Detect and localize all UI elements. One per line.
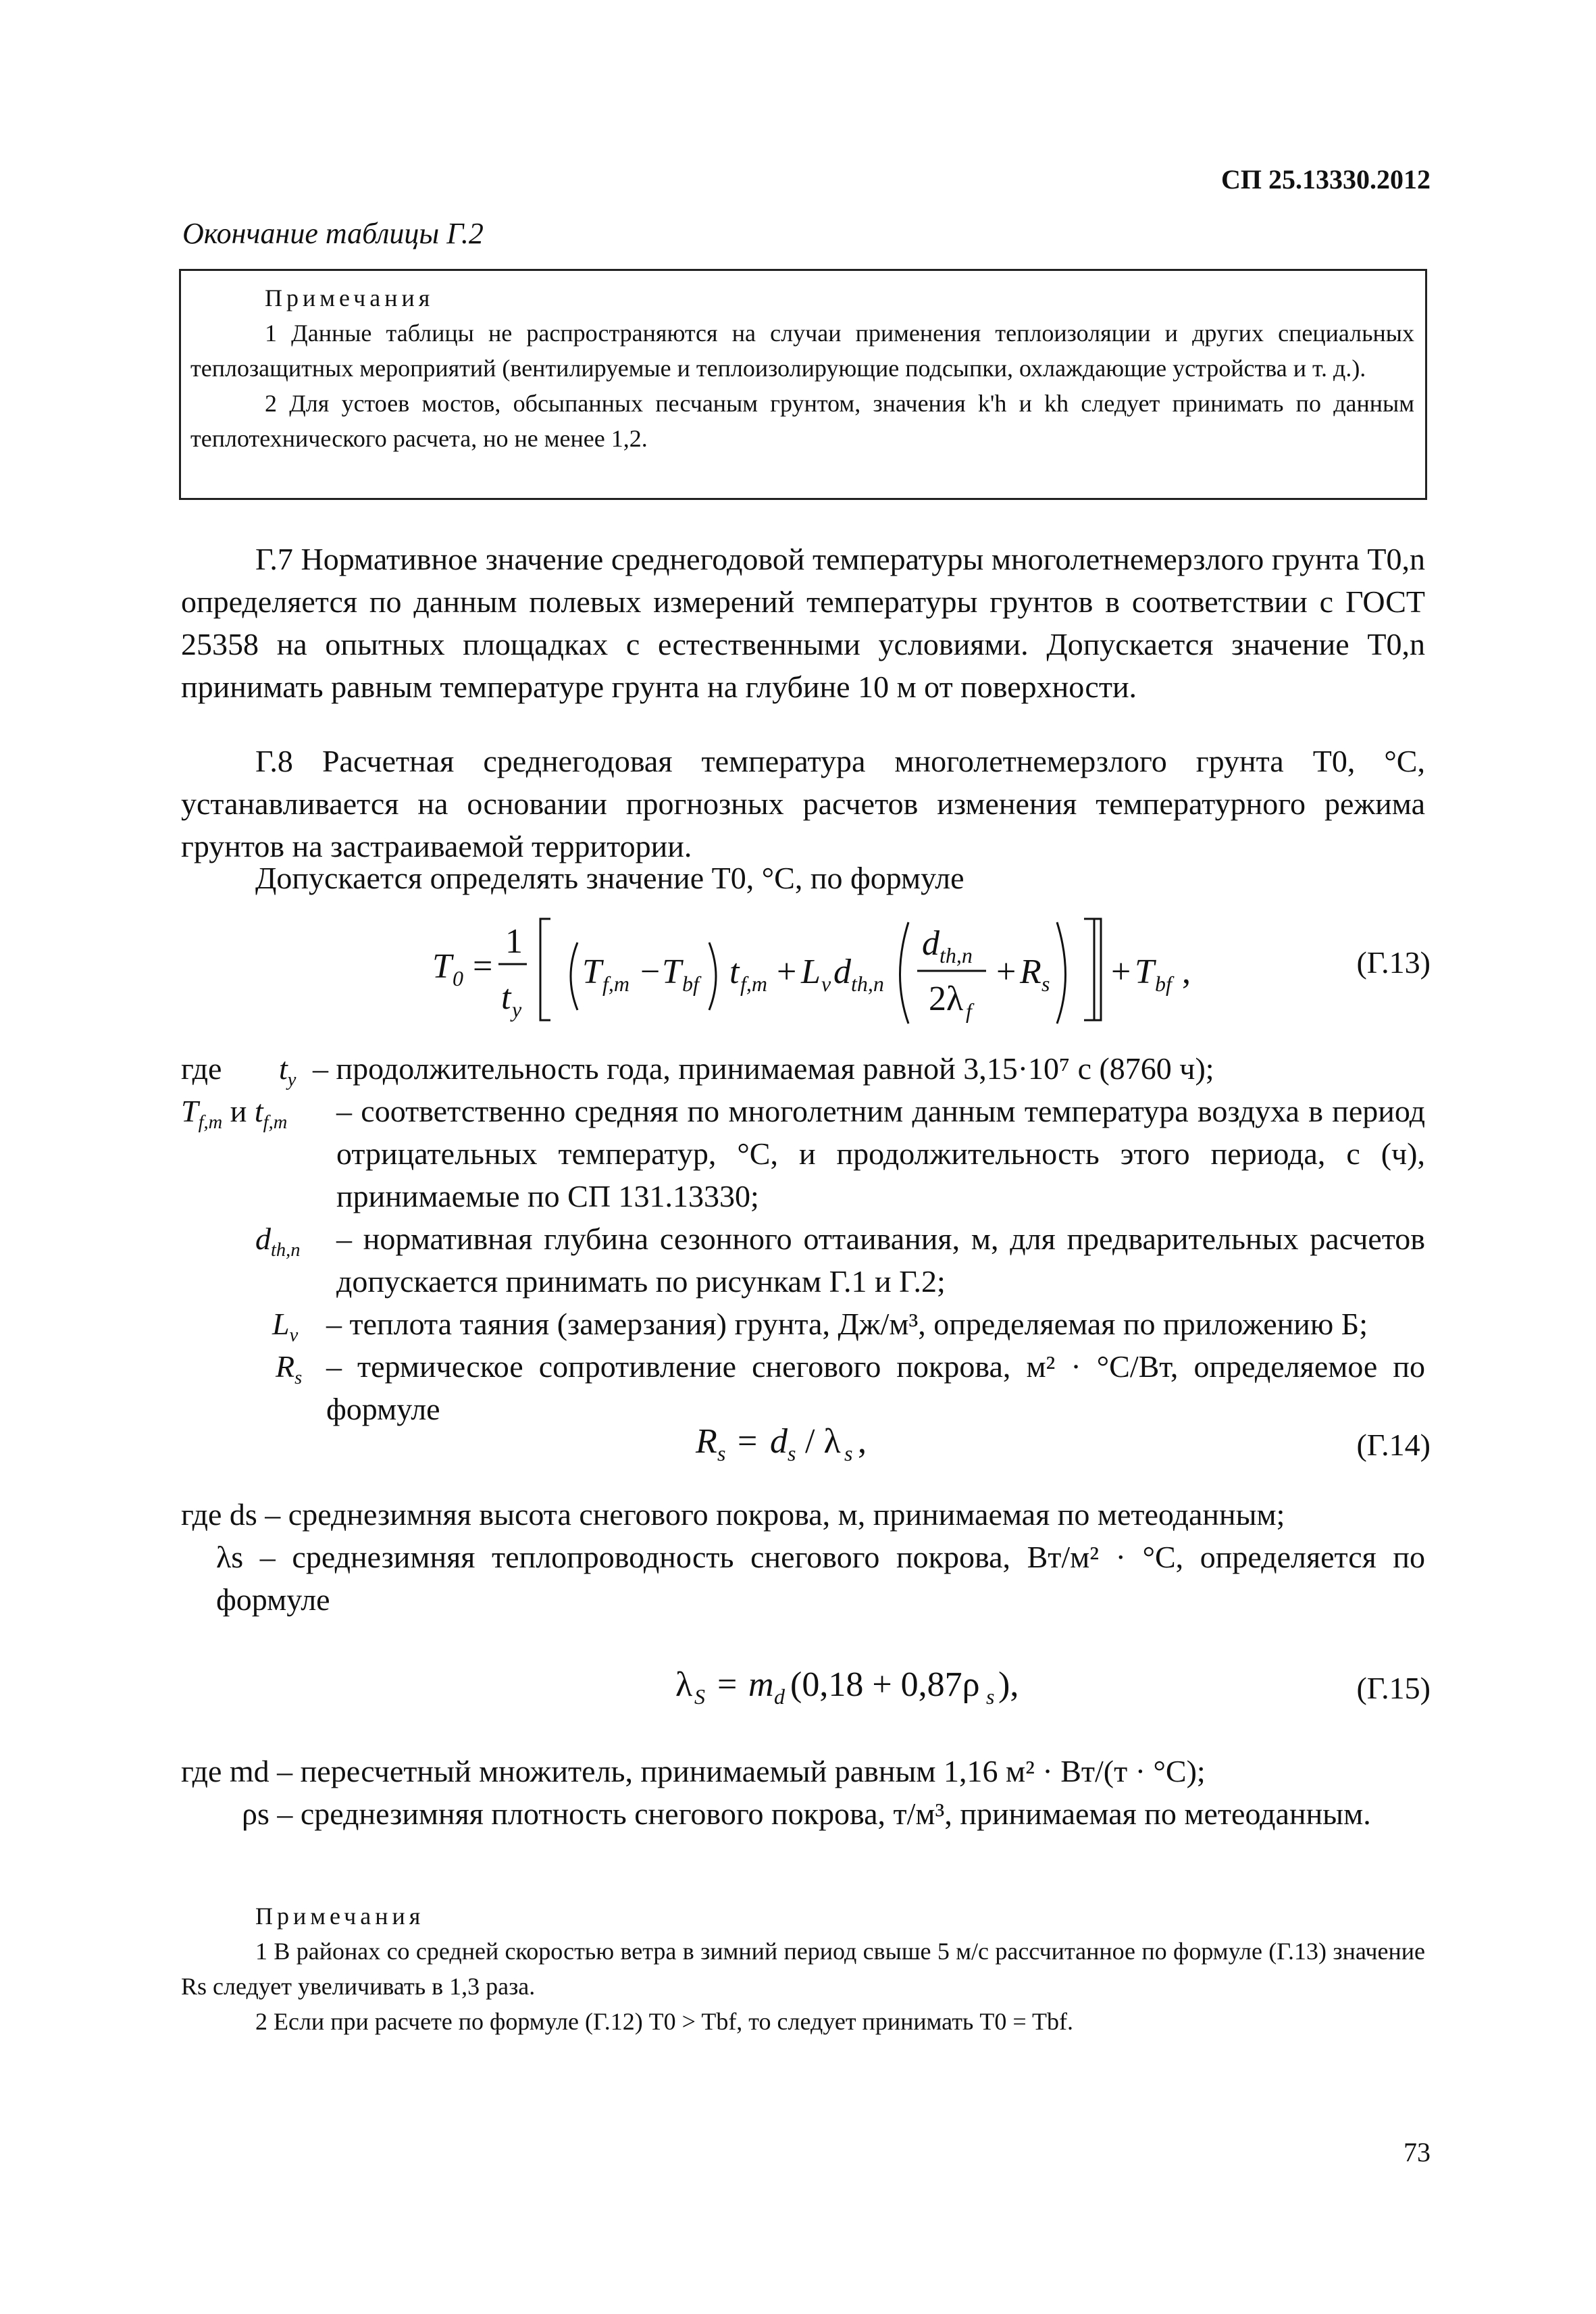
- formula-g15: [669, 1655, 1047, 1716]
- symbol-dthn: $d_{th,n}$: [255, 1222, 301, 1261]
- svg-text:,: ,: [1182, 953, 1191, 991]
- table-notes-box: [179, 269, 1427, 500]
- page-number: 73: [1404, 2137, 1431, 2167]
- svg-text:m: m: [748, 1665, 774, 1704]
- svg-text:d: d: [833, 953, 851, 991]
- svg-text:s: s: [986, 1684, 995, 1709]
- svg-text:T: T: [1135, 953, 1154, 991]
- section-g8: Г.8 Расчетная среднегодовая температура многолетнемерзлого грунта T0, °C, устанавливается на основании прогнозных расчетов изменения температурного режима грунтов на застраиваемой территории.: [181, 744, 1425, 863]
- svg-text:v: v: [821, 972, 831, 996]
- svg-text:y: y: [512, 997, 522, 1022]
- where-label: где: [181, 1051, 222, 1086]
- svg-text:,: ,: [858, 1422, 867, 1461]
- formula-intro: Допускается определять значение T0, °C, по формуле: [255, 861, 964, 895]
- bottom-note-1: 1 В районах со средней скоростью ветра в зимний период свыше 5 м/с рассчитанное по формуле (Г.13) значение Rs следует увеличивать в 1,3 раза.: [181, 1938, 1425, 2000]
- document-code: СП 25.13330.2012: [1221, 164, 1431, 195]
- svg-text:R: R: [696, 1422, 717, 1461]
- svg-text:th,n: th,n: [851, 972, 884, 996]
- def-md: где md – пересчетный множитель, принимаемый равным 1,16 м² · Вт/(т · °С);: [181, 1754, 1206, 1788]
- svg-text:f,m: f,m: [740, 972, 767, 996]
- svg-text:L: L: [801, 953, 821, 991]
- note-2: 2 Для устоев мостов, обсыпанных песчаным грунтом, значения k'h и kh следует принимать по данным теплотехнического расчета, но не менее 1,2.: [190, 390, 1414, 452]
- table-continuation-caption: Окончание таблицы Г.2: [182, 217, 484, 250]
- def-rs: – термическое сопротивление снегового покрова, м² · °С/Вт, определяемое по формуле: [326, 1349, 1425, 1426]
- svg-text:d: d: [922, 924, 939, 963]
- svg-text:t: t: [501, 978, 511, 1017]
- def-ds: где ds – среднезимняя высота снегового покрова, м, принимаемая по метеоданным;: [181, 1497, 1285, 1532]
- def-rho: ρs – среднезимняя плотность снегового покрова, т/м³, принимаемая по метеоданным.: [242, 1796, 1371, 1831]
- formula-g13: [426, 902, 1222, 1030]
- svg-text:+: +: [777, 953, 797, 991]
- svg-text:/ λ: / λ: [805, 1422, 841, 1461]
- svg-text:bf: bf: [682, 972, 699, 996]
- equation-number-g14: (Г.14): [1356, 1428, 1431, 1462]
- formula-g14: [689, 1412, 959, 1473]
- svg-text:d: d: [774, 1684, 785, 1709]
- svg-text:T: T: [662, 953, 681, 991]
- equation-number-g13: (Г.13): [1356, 945, 1431, 980]
- bottom-note-2: 2 Если при расчете по формуле (Г.12) T0 > Tbf, то следует принимать T0 = Tbf.: [255, 2008, 1073, 2035]
- svg-text:S: S: [694, 1684, 705, 1709]
- def-tfm: – соответственно средняя по многолетним данным температура воздуха в период отрицательных температур, °C, и продолжительность этого периода, с (ч), принимаемые по СП 131.13330;: [336, 1094, 1425, 1213]
- svg-text:2λ: 2λ: [929, 980, 964, 1018]
- svg-text:+: +: [996, 953, 1016, 991]
- svg-text:s: s: [788, 1441, 796, 1465]
- svg-text:+: +: [1111, 953, 1131, 991]
- svg-text:λ: λ: [675, 1665, 693, 1704]
- symbol-rs: $R_s$: [276, 1349, 303, 1389]
- bottom-notes: [181, 1898, 1425, 2039]
- symbol-ty: $t_y$: [279, 1051, 297, 1091]
- symbol-lv: $L_v$: [272, 1307, 299, 1347]
- def-ty: – продолжительность года, принимаемая равной 3,15·10⁷ с (8760 ч);: [313, 1051, 1214, 1086]
- svg-text:R: R: [1020, 953, 1041, 991]
- svg-text:−: −: [640, 953, 661, 991]
- equation-number-g15: (Г.15): [1356, 1671, 1431, 1705]
- svg-text:f,m: f,m: [602, 972, 629, 996]
- svg-text:T: T: [582, 953, 602, 991]
- def-lv: – теплота таяния (замерзания) грунта, Дж/м³, определяемая по приложению Б;: [326, 1307, 1368, 1341]
- svg-text:s: s: [717, 1441, 726, 1465]
- svg-text:=: =: [738, 1422, 758, 1461]
- bottom-notes-title: Примечания: [255, 1903, 425, 1930]
- svg-text:bf: bf: [1155, 972, 1172, 996]
- svg-text:1: 1: [505, 922, 523, 961]
- note-1: 1 Данные таблицы не распространяются на случаи применения теплоизоляции и других специальных теплозащитных мероприятий (вентилируемые и теплоизолирующие подсыпки, охлаждающие устройства и т. д.).: [190, 320, 1414, 382]
- section-g7: Г.7 Нормативное значение среднегодовой температуры многолетнемерзлого грунта T0,n определяется по данным полевых измерений температуры грунтов в соответствии с ГОСТ 25358 на опытных площадках с естественными условиями. Допускается значение T0,n принимать равным температуре грунта на глубине 10 м от поверхности.: [181, 542, 1425, 704]
- symbol-tfm: $T_{f,m}$ и $t_{f,m}$: [181, 1094, 288, 1134]
- svg-text:th,n: th,n: [939, 943, 973, 967]
- svg-text:T: T: [432, 947, 452, 986]
- notes-title: Примечания: [265, 284, 434, 311]
- svg-text:),: ),: [998, 1665, 1019, 1704]
- svg-text:0: 0: [453, 966, 463, 990]
- svg-text:t: t: [729, 953, 740, 991]
- svg-text:d: d: [770, 1422, 788, 1461]
- svg-text:s: s: [844, 1441, 853, 1465]
- svg-text:(0,18 + 0,87ρ: (0,18 + 0,87ρ: [790, 1665, 980, 1704]
- svg-text:f: f: [966, 999, 972, 1023]
- def-dthn: – нормативная глубина сезонного оттаивания, м, для предварительных расчетов допускается принимать по рисункам Г.1 и Г.2;: [336, 1222, 1425, 1299]
- svg-text:s: s: [1041, 972, 1050, 996]
- svg-text:=: =: [473, 947, 493, 986]
- def-lambda: λs – среднезимняя теплопроводность снегового покрова, Вт/м² · °С, определяется по формуле: [216, 1540, 1425, 1617]
- svg-text:=: =: [717, 1665, 738, 1704]
